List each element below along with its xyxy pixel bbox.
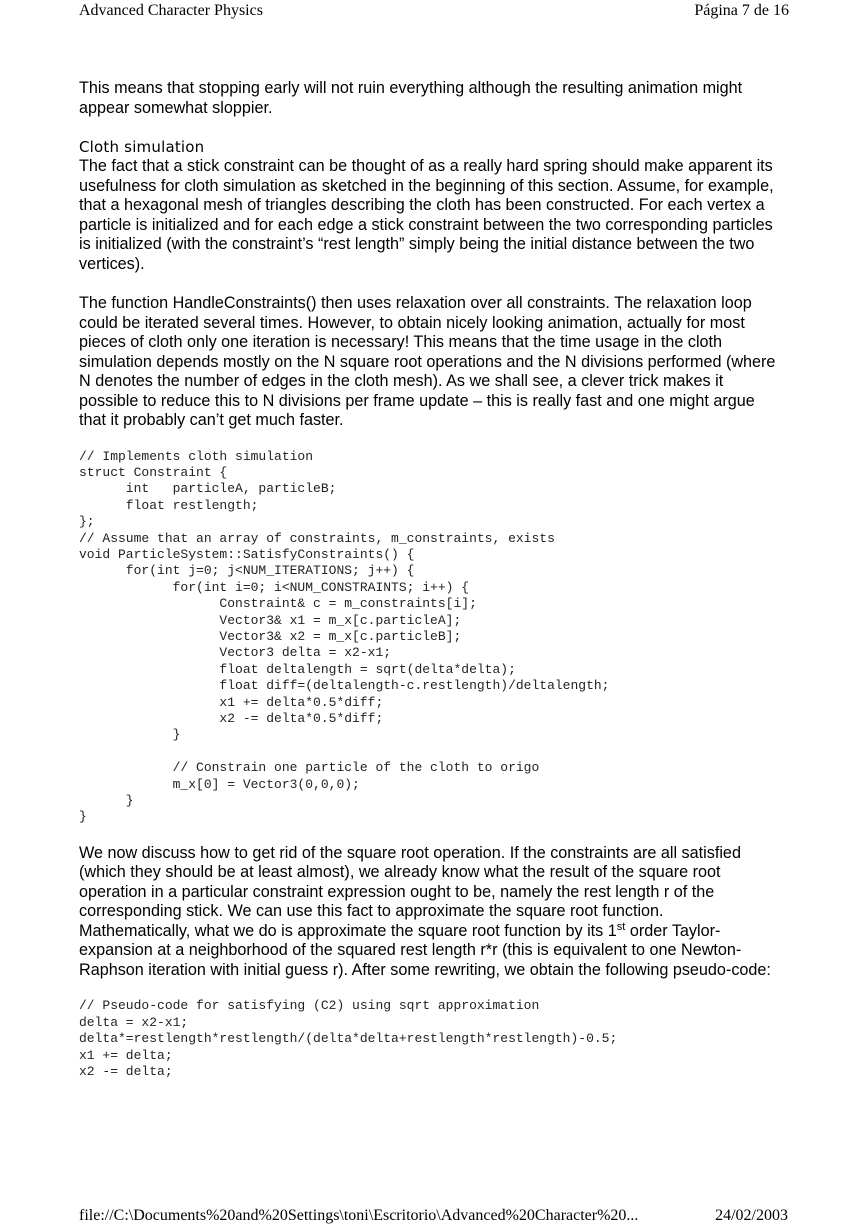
paragraph-stopping-early: This means that stopping early will not ruin everything although the resulting animation might appear somewhat sloppier. xyxy=(79,79,743,117)
superscript-st: st xyxy=(616,920,626,933)
paragraph-handle-constraints: The function HandleConstraints() then uses relaxation over all constraints. The relaxation loop could be iterated several times. However, to obtain nicely looking animation, actually for most pieces of cloth only one iteration is necessary! This means that the time usage in the cloth simulation depends mostly on the N square root operations and the N divisions performed (where N denotes the number of edges in the cloth mesh). As we shall see, a clever trick makes it possible to reduce this to N divisions per frame update – this is really fast and one might argue that it probably can’t get much faster. xyxy=(79,294,776,429)
paragraph-sqrt-approximation xyxy=(79,844,779,981)
code-block-cloth-simulation: // Implements cloth simulation struct Constraint { int particleA, particleB; float restlength; }; // Assume that an array of constraints, m_constraints, exists void ParticleSystem::SatisfyConstraints() { for(int j=0; j<NUM_ITERATIONS; j++) { for(int i=0; i<NUM_CONSTRAINTS; i++) { Constraint& c = m_constraints[i]; Vector3& x1 = m_x[c.particleA]; Vector3& x2 = m_x[c.particleB]; Vector3 delta = x2-x1; float deltalength = sqrt(delta*delta); float diff=(deltalength-c.restlength)/deltalength; x1 += delta*0.5*diff; x2 -= delta*0.5*diff; } // Constrain one particle of the cloth to origo m_x[0] = Vector3(0,0,0); } } xyxy=(79,448,610,825)
paragraph-cloth-intro: The fact that a stick constraint can be thought of as a really hard spring should make apparent its usefulness for cloth simulation as sketched in the beginning of this section. Assume, for example, that a hexagonal mesh of triangles describing the cloth has been constructed. For each vertex a particle is initialized and for each edge a stick constraint between the two corresponding particles is initialized (with the constraint’s “rest length” simply being the initial distance between the two vertices). xyxy=(79,157,774,273)
footer-date: 24/02/2003 xyxy=(715,1207,788,1224)
document-body xyxy=(79,79,779,1080)
header-title: Advanced Character Physics xyxy=(79,2,263,19)
page-number: Página 7 de 16 xyxy=(694,2,789,19)
footer-file-path: file://C:\Documents%20and%20Settings\toni\Escritorio\Advanced%20Character%20... xyxy=(79,1207,639,1224)
code-block-pseudo-code: // Pseudo-code for satisfying (C2) using sqrt approximation delta = x2-x1; delta*=restlength*restlength/(delta*delta+restlength*restlength)-0.5; x1 += delta; x2 -= delta; xyxy=(79,998,618,1079)
paragraph-text-part2: order Taylor-expansion at a neighborhood of the squared rest length r*r (this is equivalent to one Newton-Raphson iteration with initial guess r). After some rewriting, we obtain the following pseudo-code: xyxy=(79,921,771,979)
paragraph-text-part1: We now discuss how to get rid of the square root operation. If the constraints are all satisfied (which they should be at least almost), we already know what the result of the square root operation in a particular constraint expression ought to be, namely the rest length r of the corresponding stick. We can use this fact to approximate the square root function. Mathematically, what we do is approximate the square root function by its 1 xyxy=(79,843,741,940)
section-heading-cloth: Cloth simulation xyxy=(79,138,205,156)
